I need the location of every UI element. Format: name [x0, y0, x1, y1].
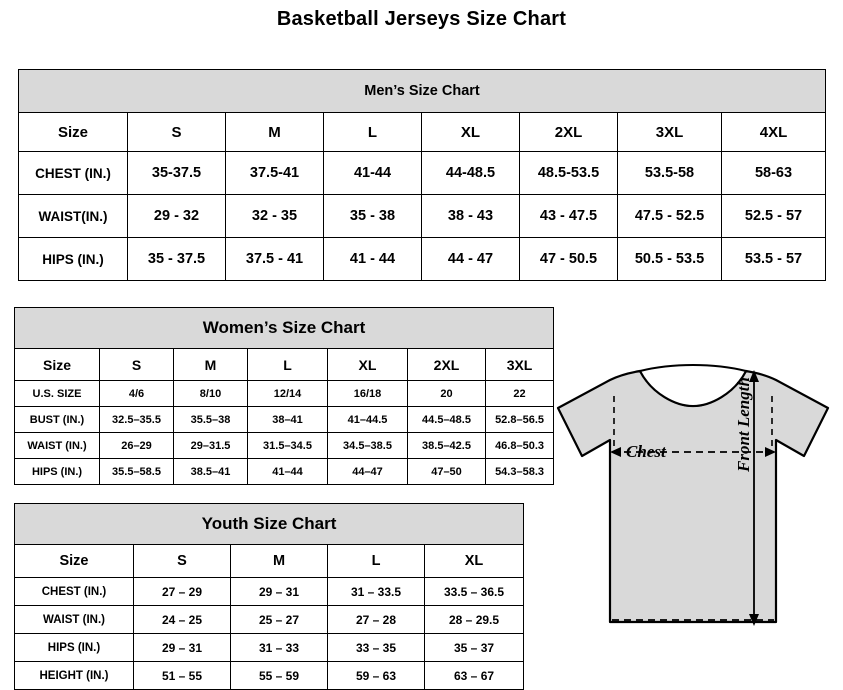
table-cell: 44–47 [328, 459, 408, 485]
column-header-2xl: 2XL [408, 349, 486, 381]
table-cell: 38–41 [248, 407, 328, 433]
table-cell: 8/10 [174, 381, 248, 407]
table-row [15, 381, 554, 407]
table-cell: 47 - 50.5 [520, 238, 618, 281]
row-label-us-size: U.S. SIZE [15, 381, 100, 407]
table-cell: 41–44 [248, 459, 328, 485]
table-cell: 31 – 33.5 [328, 578, 425, 606]
column-header-size: Size [15, 545, 134, 578]
table-cell: 34.5–38.5 [328, 433, 408, 459]
table-cell: 38 - 43 [422, 195, 520, 238]
column-header-3xl: 3XL [486, 349, 554, 381]
jersey-shirt-icon [548, 360, 838, 670]
table-cell: 27 – 29 [134, 578, 231, 606]
table-cell: 50.5 - 53.5 [618, 238, 722, 281]
table-cell: 16/18 [328, 381, 408, 407]
table-cell: 35.5–58.5 [100, 459, 174, 485]
table-caption-row [19, 70, 826, 113]
table-row [15, 459, 554, 485]
page-title: Basketball Jerseys Size Chart [276, 8, 567, 30]
table-cell: 31.5–34.5 [248, 433, 328, 459]
table-cell: 41 - 44 [324, 238, 422, 281]
table-cell: 52.8–56.5 [486, 407, 554, 433]
table-cell: 44.5–48.5 [408, 407, 486, 433]
table-cell: 43 - 47.5 [520, 195, 618, 238]
row-label-waist: WAIST(IN.) [19, 195, 128, 238]
table-header-row [19, 113, 826, 152]
table-cell: 59 – 63 [328, 662, 425, 690]
column-header-size: Size [15, 349, 100, 381]
table-row [15, 606, 524, 634]
table-cell: 35 – 37 [425, 634, 524, 662]
column-header-xl: XL [425, 545, 524, 578]
table-cell: 32 - 35 [226, 195, 324, 238]
table-cell: 35 - 37.5 [128, 238, 226, 281]
table-cell: 29 – 31 [134, 634, 231, 662]
shirt-outline [558, 371, 828, 622]
mens-chart-caption: Men’s Size Chart [19, 70, 826, 113]
column-header-xl: XL [328, 349, 408, 381]
table-row [19, 238, 826, 281]
table-cell: 63 – 67 [425, 662, 524, 690]
table-cell: 53.5-58 [618, 152, 722, 195]
front-length-measure-label: Front Length [734, 377, 753, 472]
table-cell: 35 - 38 [324, 195, 422, 238]
column-header-m: M [231, 545, 328, 578]
column-header-l: L [328, 545, 425, 578]
table-cell: 32.5–35.5 [100, 407, 174, 433]
table-row [15, 407, 554, 433]
youth-size-chart-table [14, 503, 524, 690]
table-header-row [15, 545, 524, 578]
table-cell: 41-44 [324, 152, 422, 195]
table-cell: 35-37.5 [128, 152, 226, 195]
column-header-size: Size [19, 113, 128, 152]
chest-measure-label: Chest [626, 442, 666, 461]
column-header-xl: XL [422, 113, 520, 152]
womens-chart-caption: Women’s Size Chart [15, 308, 554, 349]
table-cell: 58-63 [722, 152, 826, 195]
table-row [19, 195, 826, 238]
table-cell: 31 – 33 [231, 634, 328, 662]
table-cell: 55 – 59 [231, 662, 328, 690]
column-header-2xl: 2XL [520, 113, 618, 152]
table-cell: 22 [486, 381, 554, 407]
table-cell: 33.5 – 36.5 [425, 578, 524, 606]
table-cell: 47–50 [408, 459, 486, 485]
table-cell: 29 - 32 [128, 195, 226, 238]
table-cell: 44-48.5 [422, 152, 520, 195]
youth-chart-caption: Youth Size Chart [15, 504, 524, 545]
table-cell: 29 – 31 [231, 578, 328, 606]
womens-size-chart-table [14, 307, 554, 485]
table-row [15, 578, 524, 606]
table-cell: 53.5 - 57 [722, 238, 826, 281]
table-cell: 47.5 - 52.5 [618, 195, 722, 238]
column-header-m: M [174, 349, 248, 381]
table-cell: 38.5–41 [174, 459, 248, 485]
table-caption-row [15, 308, 554, 349]
column-header-l: L [324, 113, 422, 152]
column-header-s: S [128, 113, 226, 152]
table-cell: 41–44.5 [328, 407, 408, 433]
row-label-waist: WAIST (IN.) [15, 433, 100, 459]
column-header-4xl: 4XL [722, 113, 826, 152]
table-cell: 24 – 25 [134, 606, 231, 634]
table-cell: 52.5 - 57 [722, 195, 826, 238]
table-cell: 12/14 [248, 381, 328, 407]
table-row [15, 634, 524, 662]
row-label-hips: HIPS (IN.) [15, 634, 134, 662]
table-cell: 28 – 29.5 [425, 606, 524, 634]
table-cell: 44 - 47 [422, 238, 520, 281]
column-header-l: L [248, 349, 328, 381]
table-cell: 37.5 - 41 [226, 238, 324, 281]
table-cell: 38.5–42.5 [408, 433, 486, 459]
table-cell: 26–29 [100, 433, 174, 459]
table-cell: 54.3–58.3 [486, 459, 554, 485]
table-row [15, 433, 554, 459]
table-cell: 20 [408, 381, 486, 407]
row-label-chest: CHEST (IN.) [19, 152, 128, 195]
table-cell: 51 – 55 [134, 662, 231, 690]
table-cell: 48.5-53.5 [520, 152, 618, 195]
table-caption-row [15, 504, 524, 545]
table-cell: 25 – 27 [231, 606, 328, 634]
table-cell: 37.5-41 [226, 152, 324, 195]
table-cell: 33 – 35 [328, 634, 425, 662]
table-cell: 4/6 [100, 381, 174, 407]
row-label-hips: HIPS (IN.) [15, 459, 100, 485]
table-cell: 46.8–50.3 [486, 433, 554, 459]
row-label-hips: HIPS (IN.) [19, 238, 128, 281]
column-header-m: M [226, 113, 324, 152]
mens-size-chart-table [18, 69, 826, 281]
jersey-measurement-diagram [548, 360, 838, 670]
table-header-row [15, 349, 554, 381]
table-row [19, 152, 826, 195]
column-header-s: S [134, 545, 231, 578]
table-cell: 35.5–38 [174, 407, 248, 433]
table-cell: 27 – 28 [328, 606, 425, 634]
table-cell: 29–31.5 [174, 433, 248, 459]
row-label-bust: BUST (IN.) [15, 407, 100, 433]
row-label-chest: CHEST (IN.) [15, 578, 134, 606]
table-row [15, 662, 524, 690]
row-label-height: HEIGHT (IN.) [15, 662, 134, 690]
column-header-3xl: 3XL [618, 113, 722, 152]
row-label-waist: WAIST (IN.) [15, 606, 134, 634]
column-header-s: S [100, 349, 174, 381]
